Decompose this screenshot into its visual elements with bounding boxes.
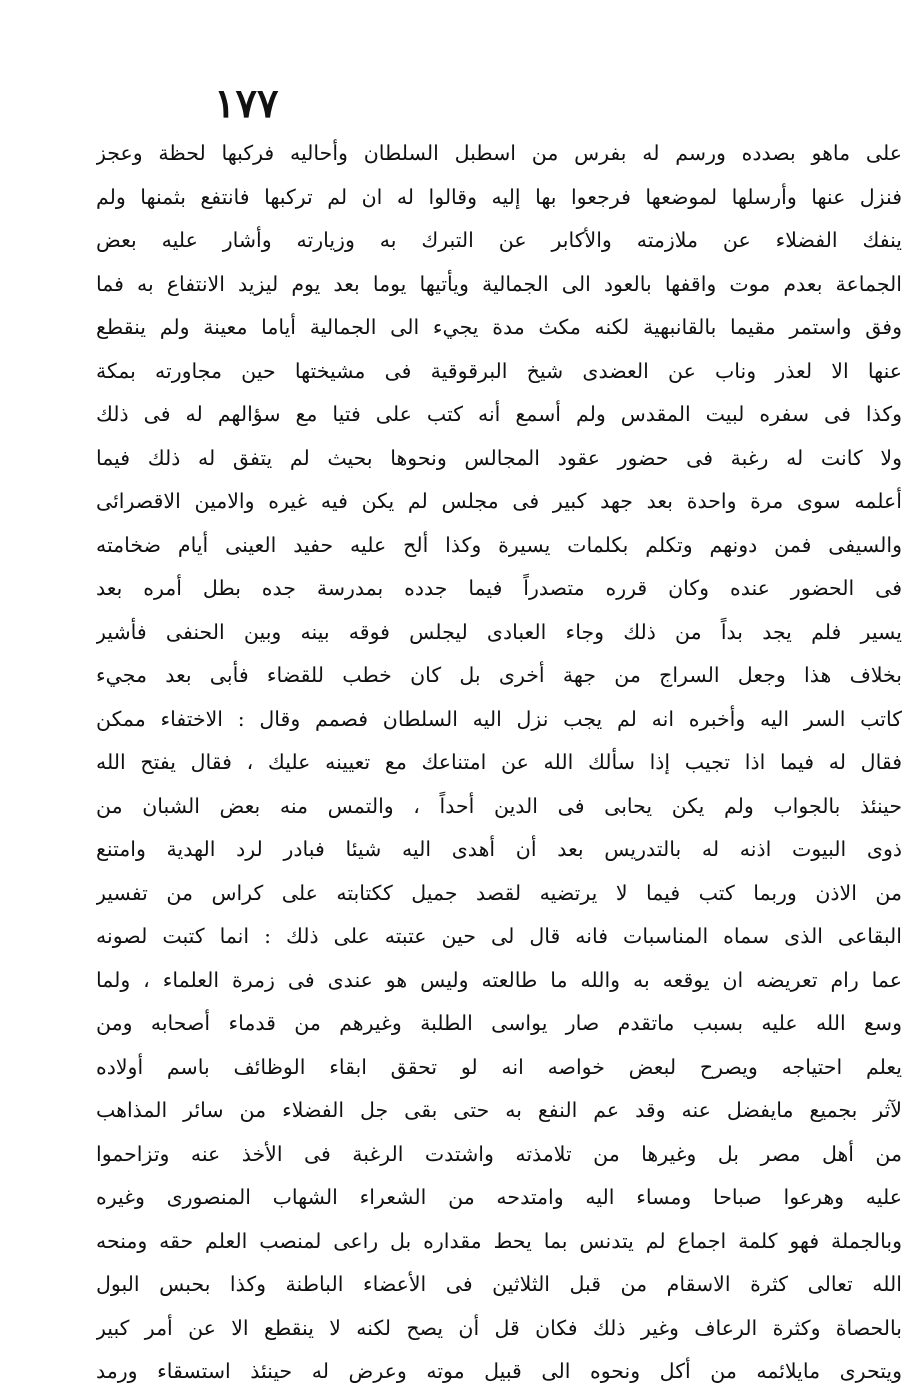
text-line: فقال له فيما اذا تجيب إذا سألك الله عن امتناعك مع تعيينه عليك ، فقال يفتح الله	[96, 750, 902, 774]
text-line: يعلم احتياجه ويصرح لبعض خواصه انه لو تحقق ابقاء الوظائف باسم أولاده	[96, 1054, 902, 1079]
text-line: فى الحضور عنده وكان قرره متصدراً فيما جدده بمدرسة جده بطل أمره بعد	[96, 576, 902, 600]
text-line: فنزل عنها وأرسلها لموضعها فرجعوا بها إليه وقالوا له ان لم تركبها فانتفع بثمنها ولم	[96, 184, 902, 209]
text-line: الله تعالى كثرة الاسقام من قبل الثلاثين فى الأعضاء الباطنة وكذا بحبس البول	[96, 1272, 902, 1296]
text-line: ينفك الفضلاء عن ملازمته والأكابر عن التبرك به وزيارته وأشار عليه بعض	[96, 228, 902, 252]
text-line: وفق واستمر مقيما بالقانبهية لكنه مكث مدة يجيء الى الجمالية أياما معينة ولم ينقطع	[96, 315, 902, 339]
text-line: البقاعى الذى سماه المناسبات فانه قال لى حين عتبته على ذلك : انما كتبت لصونه	[96, 924, 902, 948]
page-number: ١٧٧	[214, 80, 279, 127]
text-line: بالحصاة وكثرة الرعاف وغير ذلك فكان قل أن يصح لكنه لا ينقطع الا عن أمر كبير	[96, 1315, 902, 1340]
text-line: على ماهو بصدده ورسم له بفرس من اسطبل السلطان وأحاليه فركبها لحظة وعجز	[96, 141, 902, 165]
text-line: ذوى البيوت اذنه له بالتدريس بعد أن أهدى اليه شيئا فبادر لرد الهدية وامتنع	[96, 837, 902, 861]
text-line: كاتب السر اليه وأخبره انه لم يجب نزل اليه السلطان فصمم وقال : الاختفاء ممكن	[96, 706, 902, 731]
text-line: عنها الا لعذر وناب عن العضدى شيخ البرقوقية فى مشيختها حين مجاورته بمكة	[96, 358, 902, 383]
text-line: بخلاف هذا وجعل السراج من جهة أخرى بل كان خطب للقضاء فأبى بعد مجيء	[96, 663, 902, 687]
text-line: من أهل مصر بل وغيرها من تلامذته واشتدت الرغبة فى الأخذ عنه وتزاحموا	[96, 1141, 902, 1166]
text-line: أعلمه سوى مرة واحدة بعد جهد كبير فى مجلس لم يكن فيه غيره والامين الاقصرائى	[96, 489, 902, 513]
text-line: والسيفى فمن دونهم وتكلم بكلمات يسيرة وكذا ألح عليه حفيد العينى أيام ضخامته	[96, 532, 902, 557]
body-text	[96, 132, 902, 1394]
text-line: ويتحرى مايلائمه من أكل ونحوه الى قبيل موته وعرض له حينئذ استسقاء ورمد	[96, 1359, 902, 1383]
text-line: حينئذ بالجواب ولم يكن يحابى فى الدين أحداً ، والتمس منه بعض الشبان من	[96, 793, 902, 818]
text-line: الجماعة بعدم موت واقفها بالعود الى الجمالية ويأتيها يوما بعد يوم ليزيد الانتفاع به فما	[96, 271, 902, 296]
text-line: عليه وهرعوا صباحا ومساء اليه وامتدحه من الشعراء الشهاب المنصورى وغيره	[96, 1185, 902, 1209]
text-line: وكذا فى سفره لبيت المقدس ولم أسمع أنه كتب على فتيا مع سؤالهم له فى ذلك	[96, 402, 902, 426]
text-line: لآثر بجميع مايفضل عنه وقد عم النفع به حتى بقى جل الفضلاء من سائر المذاهب	[96, 1098, 902, 1122]
text-line: من الاذن وربما كتب فيما لا يرتضيه لقصد جميل ككتابته على كراس من تفسير	[96, 880, 902, 905]
text-line: يسير فلم يجد بداً من ذلك وجاء العبادى ليجلس فوقه بينه وبين الحنفى فأشير	[96, 619, 902, 644]
text-line: وسع الله عليه بسبب ماتقدم صار يواسى الطلبة وغيرهم من قدماء أصحابه ومن	[96, 1011, 902, 1035]
text-line: عما رام تعريضه ان يوقعه به والله ما طالعته وليس هو عندى فى زمرة العلماء ، ولما	[96, 967, 902, 992]
text-line: وبالجملة فهو كلمة اجماع لم يتدنس بما يحط مقداره بل راعى لمنصب العلم حقه ومنحه	[96, 1228, 902, 1253]
text-line: ولا كانت له رغبة فى حضور عقود المجالس ونحوها بحيث لم يتفق له ذلك فيما	[96, 445, 902, 470]
